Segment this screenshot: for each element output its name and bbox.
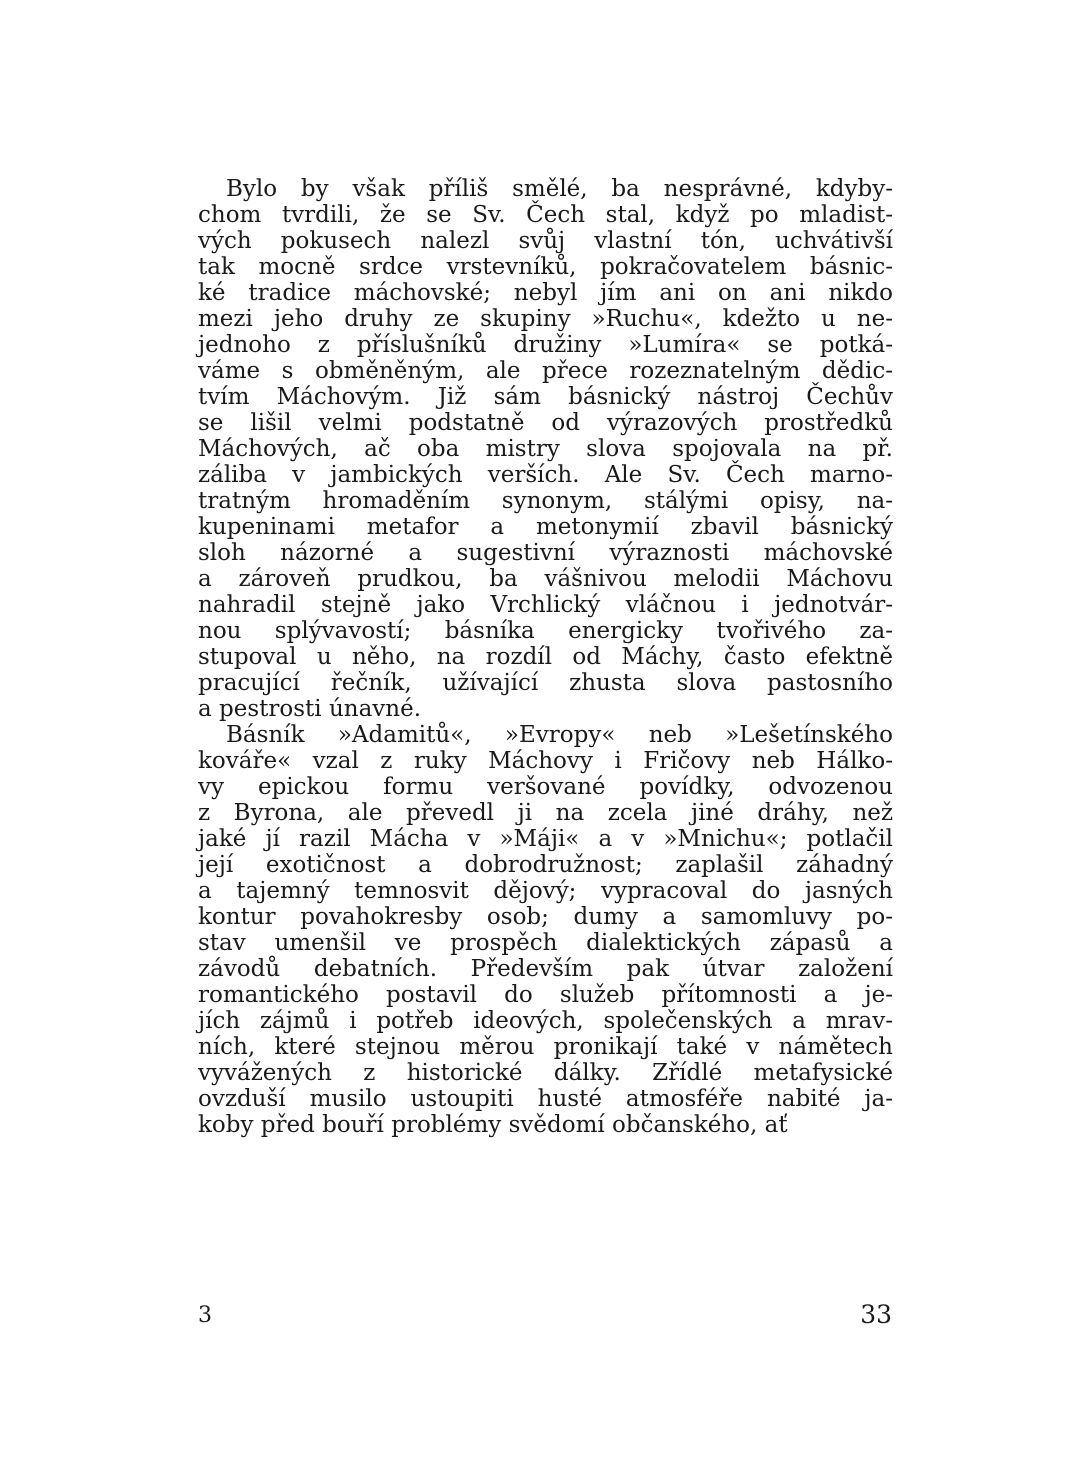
text-line: závodů debatních. Především pak útvar založení [198, 956, 893, 982]
text-line: Bylo by však příliš smělé, ba nesprávné, kdyby- [226, 176, 893, 202]
text-line: se lišil velmi podstatně od výrazových prostředků [198, 410, 893, 436]
text-line: kupeninami metafor a metonymií zbavil básnický [198, 514, 893, 540]
text-line: mezi jeho druhy ze skupiny »Ruchu«, kdežto u ne- [198, 306, 893, 332]
text-line: Básník »Adamitů«, »Evropy« neb »Lešetínského [226, 722, 893, 748]
text-line: záliba v jambických verších. Ale Sv. Čech marno- [198, 462, 893, 488]
text-line: její exotičnost a dobrodružnost; zaplašil záhadný [198, 852, 893, 878]
text-line: ké tradice máchovské; nebyl jím ani on ani nikdo [198, 280, 893, 306]
text-line: stav umenšil ve prospěch dialektických zápasů a [198, 930, 893, 956]
text-line: vyvážených z historické dálky. Zřídlé metafysické [198, 1060, 893, 1086]
text-line: tvím Máchovým. Již sám básnický nástroj Čechův [198, 384, 893, 410]
text-line: tak mocně srdce vrstevníků, pokračovatelem básnic- [198, 254, 893, 280]
text-line: vých pokusech nalezl svůj vlastní tón, uchvátivší [198, 228, 893, 254]
text-line: Máchových, ač oba mistry slova spojovala na př. [198, 436, 893, 462]
text-line: a tajemný temnosvit dějový; vypracoval do jasných [198, 878, 893, 904]
text-line: a pestrosti únavné. [198, 696, 422, 722]
text-line: ních, které stejnou měrou pronikají také v námětech [198, 1034, 893, 1060]
text-line: kontur povahokresby osob; dumy a samomluvy po- [198, 904, 893, 930]
text-line: nahradil stejně jako Vrchlický vláčnou i jednotvár- [198, 592, 893, 618]
paragraph [198, 722, 893, 1138]
body-text [198, 176, 893, 1138]
text-line: z Byrona, ale převedl ji na zcela jiné dráhy, než [198, 800, 893, 826]
text-line: pracující řečník, užívající zhusta slova pastosního [198, 670, 893, 696]
text-line: chom tvrdili, že se Sv. Čech stal, když po mladist- [198, 202, 893, 228]
text-line: vy epickou formu veršované povídky, odvozenou [198, 774, 893, 800]
paragraph [198, 176, 893, 722]
text-line: nou splývavostí; básníka energicky tvořivého za- [198, 618, 893, 644]
text-line: a zároveň prudkou, ba vášnivou melodii Máchovu [198, 566, 893, 592]
text-line: ovzduší musilo ustoupiti husté atmosféře nabité ja- [198, 1086, 893, 1112]
text-line: kováře« vzal z ruky Máchovy i Fričovy neb Hálko- [198, 748, 893, 774]
text-line: koby před bouří problémy svědomí občanského, ať [198, 1112, 788, 1138]
text-line: jaké jí razil Mácha v »Máji« a v »Mnichu«; potlačil [198, 826, 893, 852]
text-line: jích zájmů i potřeb ideových, společenských a mrav- [198, 1008, 893, 1034]
text-line: sloh názorné a sugestivní výraznosti máchovské [198, 540, 893, 566]
text-line: romantického postavil do služeb přítomnosti a je- [198, 982, 893, 1008]
text-line: váme s obměněným, ale přece rozeznatelným dědic- [198, 358, 893, 384]
text-line: stupoval u něho, na rozdíl od Máchy, často efektně [198, 644, 893, 670]
signature-mark: 3 [198, 1303, 212, 1328]
text-line: tratným hromaděním synonym, stálými opisy, na- [198, 488, 893, 514]
text-line: jednoho z příslušníků družiny »Lumíra« se potká- [198, 332, 893, 358]
page-number: 33 [860, 1300, 892, 1329]
